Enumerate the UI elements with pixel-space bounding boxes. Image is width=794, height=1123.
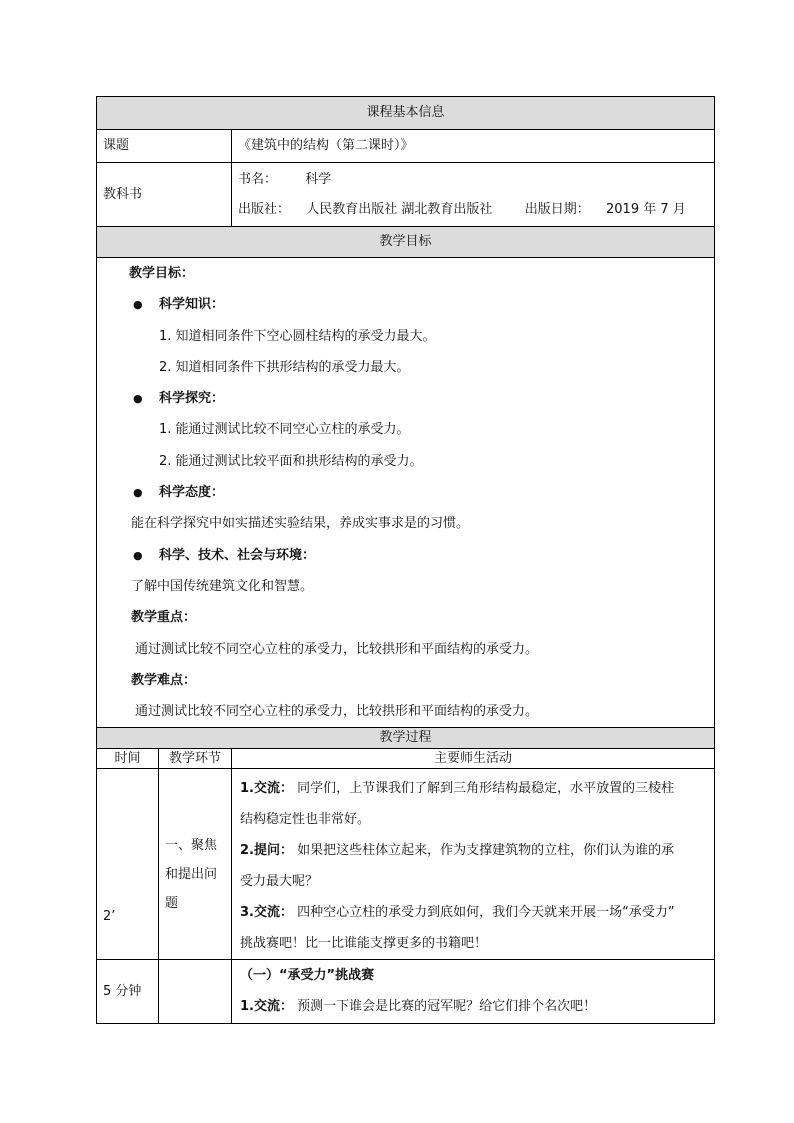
activity-item: 1.交流： 同学们，上节课我们了解到三角形结构最稳定，水平放置的三棱柱 结构稳定性也非常好。 <box>240 781 675 828</box>
bullet-icon: ● <box>133 298 143 312</box>
section-process: 教学过程 <box>97 728 715 749</box>
bullet-icon: ● <box>133 548 143 562</box>
row-time: 5 分钟 <box>97 960 159 1024</box>
knowledge-heading: ● 科学知识： <box>97 289 714 320</box>
lesson-plan-document <box>96 96 714 1024</box>
difficulty-text: 通过测试比较不同空心立柱的承受力，比较拱形和平面结构的承受力。 <box>135 704 539 720</box>
publisher-label: 出版社： <box>238 201 291 217</box>
row-activity <box>232 960 715 1024</box>
section-basic-info: 课程基本信息 <box>97 97 715 130</box>
textbook-info <box>232 163 715 227</box>
bullet-icon: ● <box>133 392 143 406</box>
textbook-label: 教科书 <box>97 163 232 227</box>
goals-body <box>97 258 715 728</box>
date-label: 出版日期： <box>524 201 590 217</box>
activity-item: 2.提问： 如果把这些柱体立起来，作为支撑建筑物的立柱，你们认为谁的承 受力最大呢？ <box>240 843 675 890</box>
key-heading: 教学重点： <box>131 610 197 626</box>
publisher-value: 人民教育出版社 湖北教育出版社 <box>306 201 493 217</box>
attitude-text: 能在科学探究中如实描述实验结果，养成实事求是的习惯。 <box>131 516 470 532</box>
goals-heading: 教学目标： <box>129 266 195 281</box>
activity-item: 1.交流： 预测一下谁会是比赛的冠军呢？给它们排个名次吧！ <box>240 999 597 1015</box>
book-name-label: 书名： <box>238 171 278 187</box>
row-activity <box>232 769 715 960</box>
date-value: 2019 年 7 月 <box>606 201 686 217</box>
challenge-heading: （一）“承受力”挑战赛 <box>240 968 375 984</box>
row-stage <box>159 960 232 1024</box>
section-goals: 教学目标 <box>97 227 715 258</box>
key-text: 通过测试比较不同空心立柱的承受力，比较拱形和平面结构的承受力。 <box>135 641 539 657</box>
activity-item: 3.交流： 四种空心立柱的承受力到底如何，我们今天就来开展一场“承受力” 挑战赛吧！比一比谁能支撑更多的书籍吧！ <box>240 905 675 952</box>
header-time: 时间 <box>97 749 159 769</box>
topic-label: 课题 <box>97 130 232 163</box>
row-time: 2’ <box>97 769 159 960</box>
row-stage: 一、聚焦 和提出问 题 <box>159 769 232 960</box>
book-name-value: 科学 <box>305 171 332 187</box>
sts-text: 了解中国传统建筑文化和智慧。 <box>131 578 314 594</box>
header-activity: 主要师生活动 <box>232 749 715 769</box>
sts-heading: ● 科学、技术、社会与环境： <box>97 540 714 571</box>
attitude-heading: ● 科学态度： <box>97 477 714 508</box>
topic-value: 《建筑中的结构（第二课时）》 <box>232 130 715 163</box>
header-stage: 教学环节 <box>159 749 232 769</box>
inquiry-heading: ● 科学探究： <box>97 383 714 414</box>
inquiry-item: 1. 能通过测试比较不同空心立柱的承受力。 <box>159 422 410 438</box>
knowledge-item: 2. 知道相同条件下拱形结构的承受力最大。 <box>159 359 410 375</box>
difficulty-heading: 教学难点： <box>131 672 197 688</box>
bullet-icon: ● <box>133 486 143 500</box>
inquiry-item: 2. 能通过测试比较平面和拱形结构的承受力。 <box>159 453 423 469</box>
knowledge-item: 1. 知道相同条件下空心圆柱结构的承受力最大。 <box>159 328 436 344</box>
lesson-plan-table <box>96 96 715 1024</box>
